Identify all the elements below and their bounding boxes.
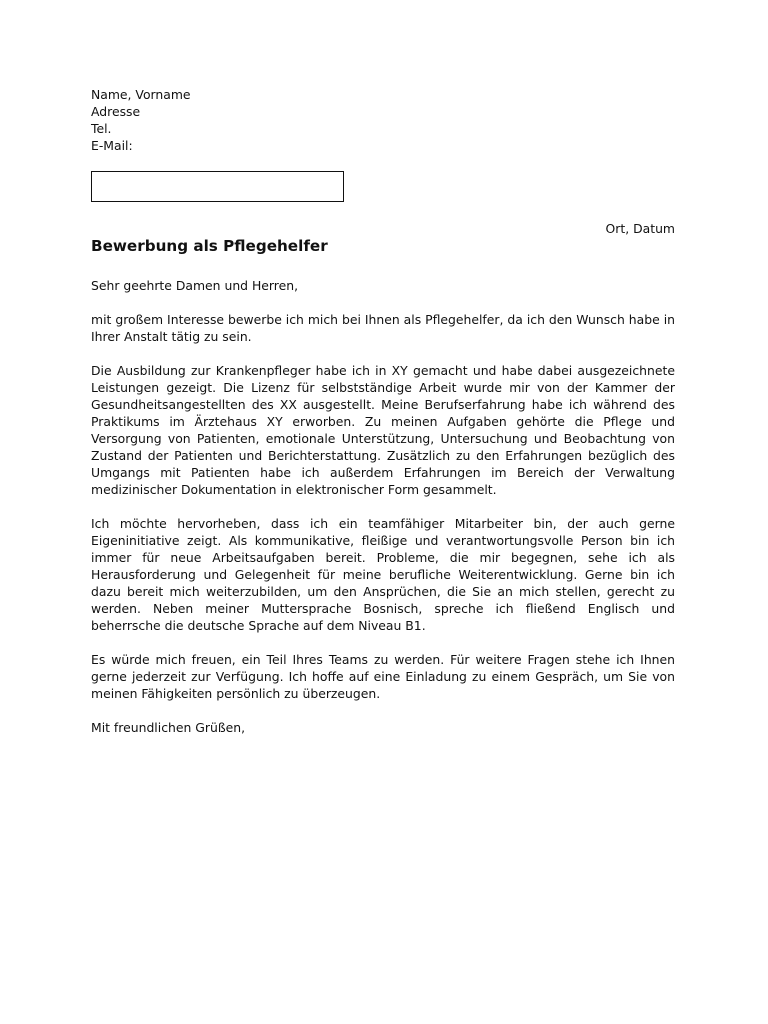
letter-body bbox=[91, 277, 675, 753]
recipient-address-box bbox=[91, 171, 344, 202]
letter-subject: Bewerbung als Pflegehelfer bbox=[91, 237, 328, 255]
paragraph-closing: Es würde mich freuen, ein Teil Ihres Teams zu werden. Für weitere Fragen stehe ich Ihnen gerne jederzeit zur Verfügung. Ich hoffe auf eine Einladung zu einem Gespräch, um Sie von meinen Fähigkeiten persönlich zu überzeugen. bbox=[91, 652, 675, 701]
salutation: Sehr geehrte Damen und Herren, bbox=[91, 278, 299, 293]
paragraph-intro: mit großem Interesse bewerbe ich mich bei Ihnen als Pflegehelfer, da ich den Wunsch habe in Ihrer Anstalt tätig zu sein. bbox=[91, 312, 675, 344]
paragraph-education: Die Ausbildung zur Krankenpfleger habe ich in XY gemacht und habe dabei ausgezeichnete Leistungen gezeigt. Die Lizenz für selbstständige Arbeit wurde mir von der Kammer der Gesundheitsangestellten des XX ausgestellt. Meine Berufserfahrung habe ich während des Praktikums im Ärztehaus XY erworben. Zu meinen Aufgaben gehörte die Pflege und Versorgung von Patienten, emotionale Unterstützung, Untersuchung und Beobachtung von Zustand der Patienten und Berichterstattung. Zusätzlich zu den Erfahrungen bezüglich des Umgangs mit Patienten habe ich außerdem Erfahrungen im Bereich der Verwaltung medizinischer Dokumentation in elektronischer Form gesammelt. bbox=[91, 363, 675, 497]
closing-formula: Mit freundlichen Grüßen, bbox=[91, 720, 246, 735]
place-date: Ort, Datum bbox=[605, 221, 675, 236]
sender-email: E-Mail: bbox=[91, 138, 133, 153]
sender-phone: Tel. bbox=[91, 121, 112, 136]
paragraph-skills: Ich möchte hervorheben, dass ich ein teamfähiger Mitarbeiter bin, der auch gerne Eigeninitiative zeigt. Als kommunikative, fleißige und verantwortungsvolle Person bin ich immer für neue Arbeitsaufgaben bereit. Probleme, die mir begegnen, sehe ich als Herausforderung und Gelegenheit für meine berufliche Weiterentwicklung. Gerne bin ich dazu bereit mich weiterzubilden, um den Ansprüchen, die Sie an mich stellen, gerecht zu werden. Neben meiner Muttersprache Bosnisch, spreche ich fließend Englisch und beherrsche die deutsche Sprache auf dem Niveau B1. bbox=[91, 516, 675, 633]
sender-address: Adresse bbox=[91, 104, 141, 119]
sender-name: Name, Vorname bbox=[91, 87, 191, 102]
sender-block bbox=[91, 86, 191, 154]
